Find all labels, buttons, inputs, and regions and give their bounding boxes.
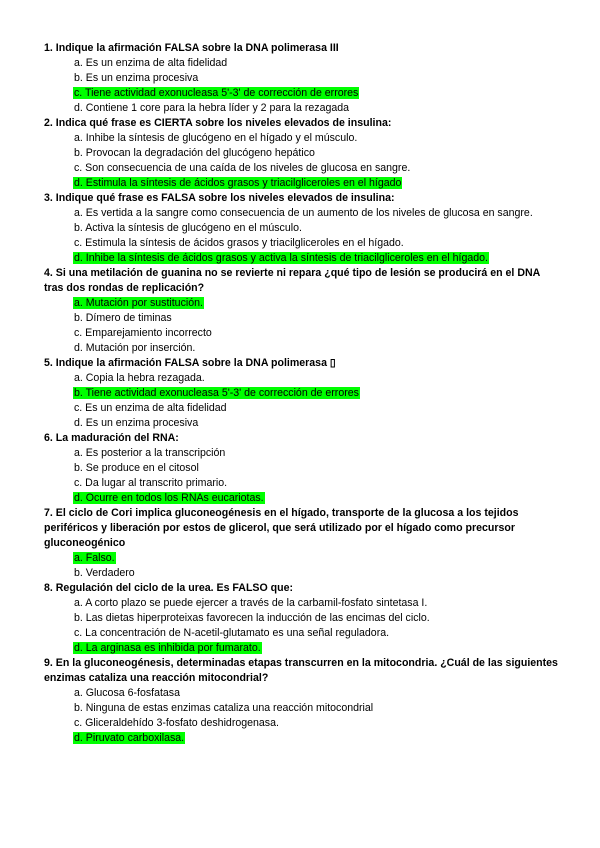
question-9	[44, 656, 564, 746]
answer-text: a. Copia la hebra rezagada.	[74, 372, 205, 384]
answer-text-highlighted: d. Estimula la síntesis de ácidos grasos y triacilgliceroles en el hígado	[74, 177, 402, 189]
answer-list	[44, 596, 564, 656]
answer-option	[73, 326, 564, 341]
answer-option	[73, 611, 564, 626]
answer-text: a. Es un enzima de alta fidelidad	[74, 57, 228, 69]
answer-option	[73, 716, 564, 731]
answer-option-correct	[73, 176, 564, 191]
answer-text: c. Es un enzima de alta fidelidad	[74, 402, 227, 414]
answer-option-correct	[73, 551, 564, 566]
question-text: 3. Indique qué frase es FALSA sobre los niveles elevados de insulina:	[44, 192, 395, 204]
answer-text: a. Es vertida a la sangre como consecuencia de un aumento de los niveles de glucosa en sangre.	[74, 207, 533, 219]
answer-text: a. Inhibe la síntesis de glucógeno en el hígado y el músculo.	[74, 132, 358, 144]
answer-option	[73, 596, 564, 611]
answer-option	[73, 626, 564, 641]
answer-option-correct	[73, 731, 564, 746]
answer-text-highlighted: d. Piruvato carboxilasa.	[74, 732, 185, 744]
question-5	[44, 356, 564, 431]
answer-text-highlighted: c. Tiene actividad exonucleasa 5'-3' de corrección de errores	[74, 87, 359, 99]
question-text: 2. Indica qué frase es CIERTA sobre los niveles elevados de insulina:	[44, 117, 392, 129]
question-6	[44, 431, 564, 506]
answer-option	[73, 236, 564, 251]
answer-text: a. Glucosa 6-fosfatasa	[74, 687, 180, 699]
answer-text: c. Estimula la síntesis de ácidos grasos y triacilgliceroles en el hígado.	[74, 237, 404, 249]
answer-text-highlighted: b. Tiene actividad exonucleasa 5'-3' de corrección de errores	[74, 387, 359, 399]
answer-option	[73, 476, 564, 491]
answer-option	[73, 701, 564, 716]
question-text: 1. Indique la afirmación FALSA sobre la DNA polimerasa III	[44, 42, 339, 54]
question-7	[44, 506, 564, 581]
answer-option	[73, 101, 564, 116]
answer-text: b. Se produce en el citosol	[74, 462, 199, 474]
answer-text: a. A corto plazo se puede ejercer a través de la carbamil-fosfato sintetasa I.	[74, 597, 428, 609]
question-3	[44, 191, 564, 266]
answer-option	[73, 206, 564, 221]
answer-option-correct	[73, 251, 564, 266]
answer-option	[73, 461, 564, 476]
answer-text: a. Es posterior a la transcripción	[74, 447, 226, 459]
answer-list	[44, 446, 564, 506]
answer-option-correct	[73, 641, 564, 656]
answer-option-correct	[73, 86, 564, 101]
question-text: 4. Si una metilación de guanina no se revierte ni repara ¿qué tipo de lesión se producirá en el DNA tras dos rondas de replicación?	[44, 267, 540, 294]
answer-text-highlighted: a. Mutación por sustitución.	[74, 297, 203, 309]
answer-option	[73, 311, 564, 326]
answer-text-highlighted: d. Inhibe la síntesis de ácidos grasos y activa la síntesis de triacilgliceroles en el hígado.	[74, 252, 488, 264]
question-1	[44, 41, 564, 116]
answer-text: b. Es un enzima procesiva	[74, 72, 199, 84]
answer-option	[73, 371, 564, 386]
answer-text: b. Las dietas hiperproteixas favorecen la inducción de las encimas del ciclo.	[74, 612, 430, 624]
answer-list	[44, 56, 564, 116]
answer-option-correct	[73, 296, 564, 311]
answer-text: c. La concentración de N-acetil-glutamato es una señal reguladora.	[74, 627, 390, 639]
answer-text-highlighted: d. La arginasa es inhibida por fumarato.	[74, 642, 261, 654]
answer-list	[44, 371, 564, 431]
answer-text: b. Verdadero	[74, 567, 135, 579]
answer-text: c. Son consecuencia de una caída de los niveles de glucosa en sangre.	[74, 162, 411, 174]
question-text: 8. Regulación del ciclo de la urea. Es FALSO que:	[44, 582, 294, 594]
answer-list	[44, 131, 564, 191]
answer-text: b. Ninguna de estas enzimas cataliza una reacción mitocondrial	[74, 702, 374, 714]
question-8	[44, 581, 564, 656]
answer-option	[73, 566, 564, 581]
answer-option	[73, 686, 564, 701]
question-4	[44, 266, 564, 356]
answer-text: b. Activa la síntesis de glucógeno en el músculo.	[74, 222, 302, 234]
answer-list	[44, 551, 564, 581]
answer-text: c. Gliceraldehído 3-fosfato deshidrogenasa.	[74, 717, 279, 729]
answer-list	[44, 206, 564, 266]
answer-text: d. Es un enzima procesiva	[74, 417, 199, 429]
answer-option-correct	[73, 386, 564, 401]
question-text: 5. Indique la afirmación FALSA sobre la DNA polimerasa ▯	[44, 357, 336, 369]
answer-option	[73, 56, 564, 71]
answer-option	[73, 416, 564, 431]
answer-option	[73, 341, 564, 356]
answer-text: d. Contiene 1 core para la hebra líder y 2 para la rezagada	[74, 102, 350, 114]
question-text: 7. El ciclo de Cori implica gluconeogénesis en el hígado, transporte de la glucosa a los tejidos periféricos y liberación por estos de glicerol, que será utilizado por el hígado como precursor gluconeogénico	[44, 507, 519, 549]
answer-option	[73, 71, 564, 86]
answer-option	[73, 446, 564, 461]
answer-option-correct	[73, 491, 564, 506]
question-2	[44, 116, 564, 191]
answer-option	[73, 221, 564, 236]
answer-option	[73, 131, 564, 146]
answer-text: b. Dímero de timinas	[74, 312, 172, 324]
answer-text-highlighted: d. Ocurre en todos los RNAs eucariotas.	[74, 492, 264, 504]
answer-option	[73, 146, 564, 161]
answer-option	[73, 161, 564, 176]
answer-text: b. Provocan la degradación del glucógeno hepático	[74, 147, 315, 159]
question-text: 9. En la gluconeogénesis, determinadas etapas transcurren en la mitocondria. ¿Cuál de las siguientes enzimas cataliza una reacción mitocondrial?	[44, 657, 558, 684]
answer-list	[44, 686, 564, 746]
answer-text: c. Emparejamiento incorrecto	[74, 327, 212, 339]
answer-list	[44, 296, 564, 356]
answer-text-highlighted: a. Falso.	[74, 552, 115, 564]
answer-text: d. Mutación por inserción.	[74, 342, 196, 354]
answer-text: c. Da lugar al transcrito primario.	[74, 477, 228, 489]
question-text: 6. La maduración del RNA:	[44, 432, 179, 444]
answer-option	[73, 401, 564, 416]
quiz-document	[44, 41, 564, 746]
